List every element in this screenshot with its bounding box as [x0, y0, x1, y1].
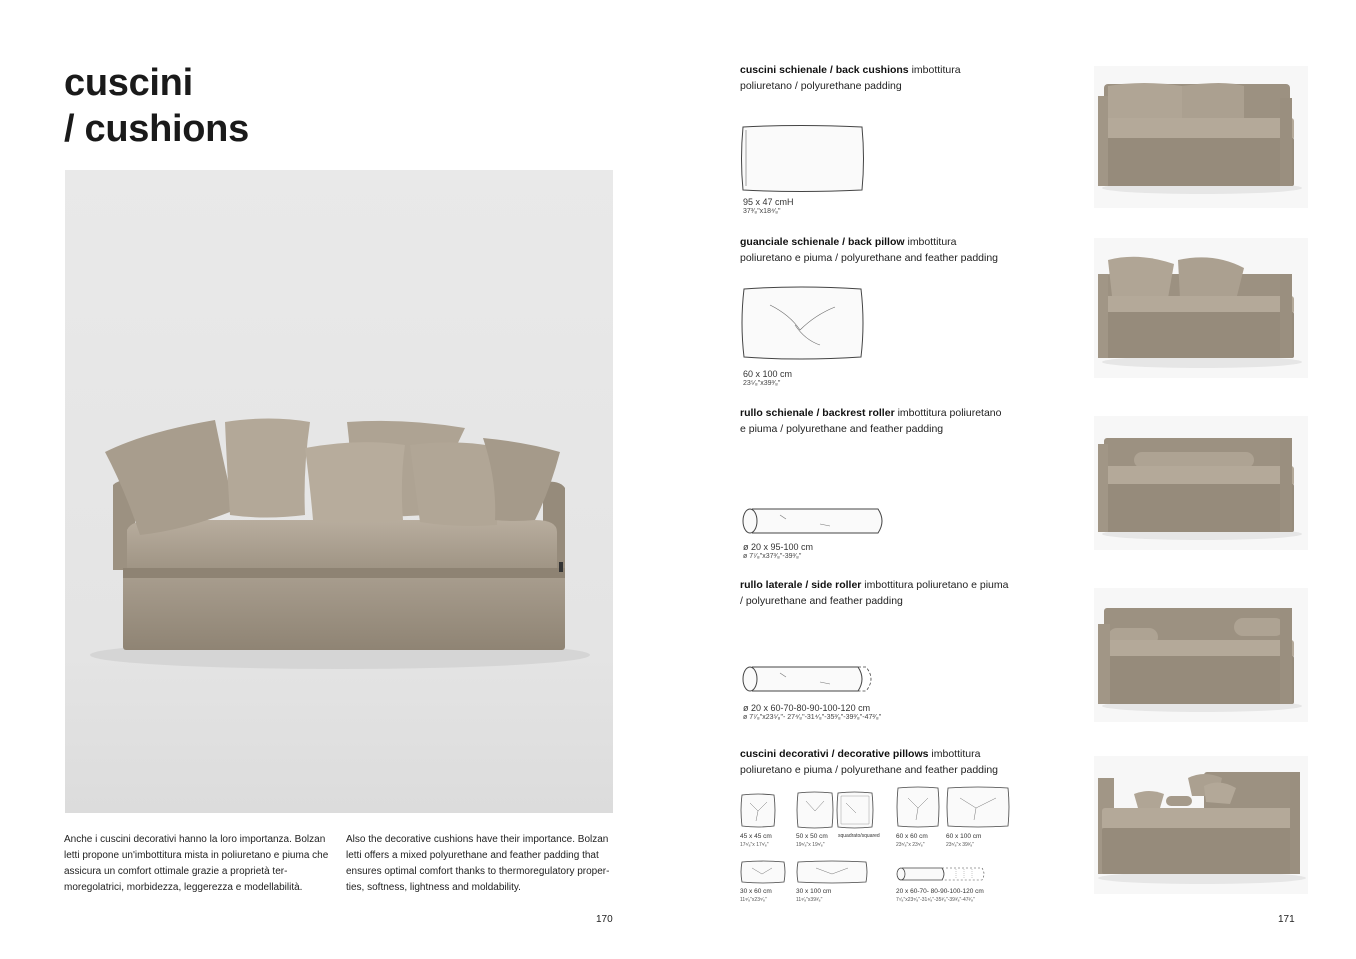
- pillow-50-label: [796, 832, 828, 850]
- pillow-label-sub: 23⁵⁄₈"x 23⁵⁄₈": [896, 842, 925, 848]
- pillow-label-sub: 17⁶⁄₈"x 17⁶⁄₈": [740, 842, 769, 848]
- hero-image: [65, 170, 613, 813]
- page-number-right: 171: [1278, 914, 1295, 925]
- pillow-label-sub: 11⁶⁄₈"x23⁵⁄₈": [740, 897, 767, 903]
- dim-sub: 37³⁄₈"x18⁴⁄₈": [743, 208, 781, 215]
- pillow-label-sub: 19⁶⁄₈"x 19⁶⁄₈": [796, 842, 825, 848]
- section-title-rest: imbottitura poliuretano e piuma / polyurethane and feather padding: [740, 579, 1009, 607]
- section-title-bold: rullo schienale / backrest roller: [740, 407, 895, 419]
- section-decorative-pillows-title: [740, 746, 1010, 778]
- thumbnail-backrest-roller: [1094, 416, 1308, 550]
- pillow-label-text: 30 x 60 cm: [740, 888, 772, 895]
- pillow-label-text: 20 x 60-70- 80-90-100-120 cm: [896, 888, 984, 895]
- pillow-label-text: 60 x 100 cm: [946, 833, 982, 840]
- thumbnail-back-cushions: [1094, 66, 1308, 208]
- pillow-label-sub: 7⁷⁄₈"x23⁵⁄₈"-31⁴⁄₈"-35³⁄₈"-39³⁄₈"-47²⁄₈": [896, 897, 975, 903]
- description-english: Also the decorative cushions have their importance. Bolzan letti offers a mixed polyurethane and feather padding that ensures optimal comfort thanks to thermoregulatory proper-ties, softness, lightness and moldability.: [346, 834, 610, 893]
- pillow-label-text: 50 x 50 cm: [796, 833, 828, 840]
- section-back-pillow-title: [740, 234, 1010, 266]
- pillow-squared-label: squadrato/squared: [838, 833, 880, 839]
- pillow-45-drawing: [740, 793, 776, 828]
- section-title-bold: cuscini decorativi / decorative pillows: [740, 748, 929, 760]
- backrest-roller-dimensions: [743, 542, 813, 562]
- dim-sub: ø 7⁷⁄₈"x23⁵⁄₈"- 27⁴⁄₈"-31⁴⁄₈"-35³⁄₈"-39³⁄₈"-47²⁄₈": [743, 714, 882, 721]
- back-pillow-drawing: [740, 285, 866, 363]
- page-number-left: 170: [596, 914, 613, 925]
- dim-sub: ø 7⁷⁄₈"x37³⁄₈"-39³⁄₈": [743, 553, 802, 560]
- pillow-60-label: [896, 832, 928, 850]
- pillow-label-text: 30 x 100 cm: [796, 888, 832, 895]
- section-back-cushions-title: [740, 62, 1010, 94]
- dim-main: ø 20 x 95-100 cm: [743, 542, 814, 552]
- pillow-label-text: 45 x 45 cm: [740, 833, 772, 840]
- pillow-label-sub: 23⁵⁄₈"x 39³⁄₈": [946, 842, 975, 848]
- thumbnail-decorative-pillows: [1094, 756, 1308, 894]
- dim-main: 60 x 100 cm: [743, 369, 793, 379]
- back-cushion-dimensions: [743, 197, 794, 217]
- section-title-rest: imbottitura poliuretano e piuma / polyurethane and feather padding: [740, 236, 999, 264]
- side-roller-dimensions: [743, 703, 881, 723]
- back-cushion-drawing: [740, 124, 866, 194]
- page-title: [64, 60, 249, 152]
- backrest-roller-drawing: [740, 506, 888, 536]
- pillow-50-drawing: [796, 791, 876, 829]
- pillow-roller-label: [896, 887, 984, 905]
- dim-sub: 23⁵⁄₈"x39³⁄₈": [743, 380, 781, 387]
- pillow-label-sub: 11⁶⁄₈"x39³⁄₈": [796, 897, 823, 903]
- pillow-60x100-label: [946, 832, 981, 850]
- section-backrest-roller-title: [740, 405, 1010, 437]
- section-title-bold: cuscini schienale / back cushions: [740, 64, 909, 76]
- side-roller-drawing: [740, 664, 880, 694]
- description-italian: Anche i cuscini decorativi hanno la loro importanza. Bolzan letti propone un'imbottitura mista in poliuretano e piuma che assicura un comfort ottimale grazie a proprietà ter-moregolatrici, morbidezza, leggerezza e modellabilità.: [64, 834, 329, 893]
- title-line-2: / cushions: [64, 108, 249, 150]
- pillow-30x60-label: [740, 887, 772, 905]
- section-title-rest: imbottitura poliuretano e piuma / polyurethane and feather padding: [740, 748, 999, 776]
- pillow-roller-drawing: [896, 866, 988, 882]
- title-line-1: cuscini: [64, 62, 193, 104]
- pillow-60-drawing: [896, 786, 940, 828]
- pillow-30x100-label: [796, 887, 831, 905]
- section-side-roller-title: [740, 577, 1010, 609]
- thumbnail-side-rollers: [1094, 588, 1308, 722]
- dim-main: ø 20 x 60-70-80-90-100-120 cm: [743, 703, 871, 713]
- section-title-rest: imbottitura poliuretano e piuma / polyurethane and feather padding: [740, 407, 1002, 435]
- pillow-45-label: [740, 832, 772, 850]
- pillow-label-text: 60 x 60 cm: [896, 833, 928, 840]
- section-title-bold: rullo laterale / side roller: [740, 579, 862, 591]
- pillow-60x100-drawing: [946, 786, 1010, 828]
- thumbnail-back-pillows: [1094, 238, 1308, 378]
- pillow-30x100-drawing: [796, 860, 868, 884]
- dim-main: 95 x 47 cmH: [743, 197, 794, 207]
- section-title-bold: guanciale schienale / back pillow: [740, 236, 905, 248]
- pillow-30x60-drawing: [740, 860, 786, 884]
- back-pillow-dimensions: [743, 369, 792, 389]
- section-title-rest: imbottitura poliuretano / polyurethane padding: [740, 64, 961, 92]
